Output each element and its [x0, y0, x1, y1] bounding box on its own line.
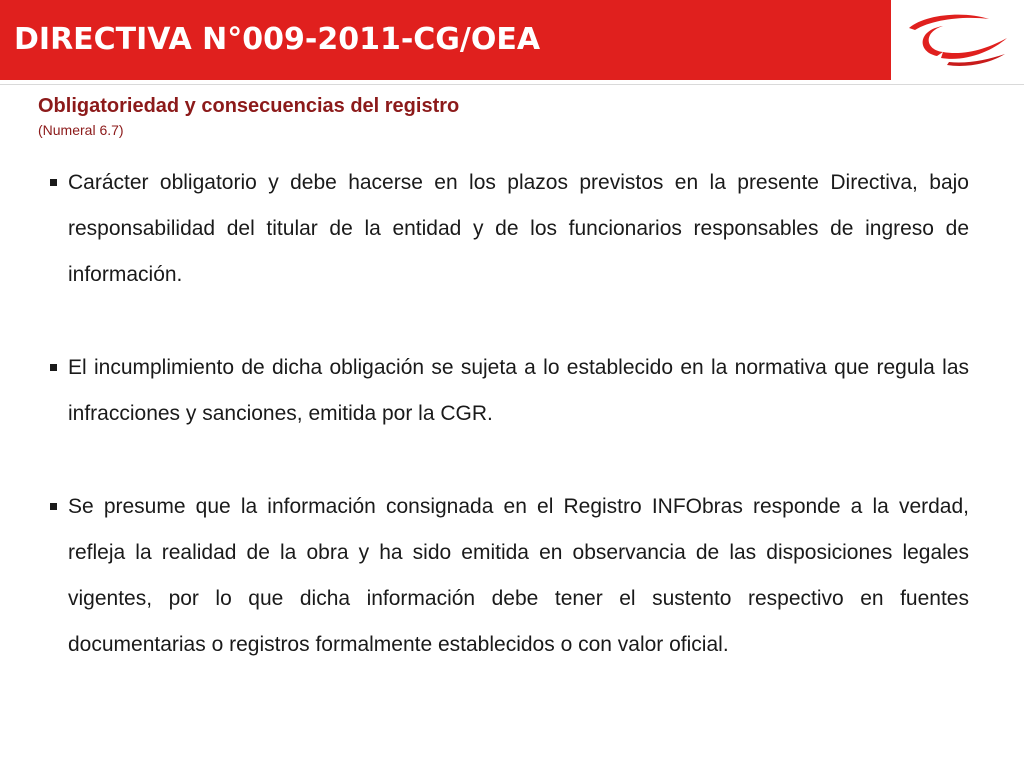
section-subtitle: Obligatoriedad y consecuencias del registro	[38, 95, 460, 117]
bullet-list	[47, 160, 969, 668]
list-item	[47, 345, 969, 437]
section-numeral: (Numeral 6.7)	[38, 122, 124, 138]
bullet-text: Se presume que la información consignada en el Registro INFObras responde a la verdad, refleja la realidad de la obra y ha sido emitida en observancia de las disposiciones legales vigentes, por lo que dicha información debe tener el sustento respectivo en fuentes documentarias o registros formalmente establecidos o con valor oficial.	[68, 495, 969, 656]
contraloria-logo-icon	[903, 12, 1013, 68]
logo-area	[891, 0, 1024, 80]
square-bullet-icon	[50, 364, 57, 371]
square-bullet-icon	[50, 503, 57, 510]
header-divider	[0, 84, 1024, 85]
square-bullet-icon	[50, 179, 57, 186]
header-bar	[0, 0, 891, 80]
list-item	[47, 484, 969, 668]
bullet-text: El incumplimiento de dicha obligación se sujeta a lo establecido en la normativa que regula las infracciones y sanciones, emitida por la CGR.	[68, 356, 969, 425]
bullet-text: Carácter obligatorio y debe hacerse en los plazos previstos en la presente Directiva, bajo responsabilidad del titular de la entidad y de los funcionarios responsables de ingreso de información.	[68, 171, 969, 286]
page-title: DIRECTIVA N°009-2011-CG/OEA	[14, 22, 541, 57]
list-item	[47, 160, 969, 298]
